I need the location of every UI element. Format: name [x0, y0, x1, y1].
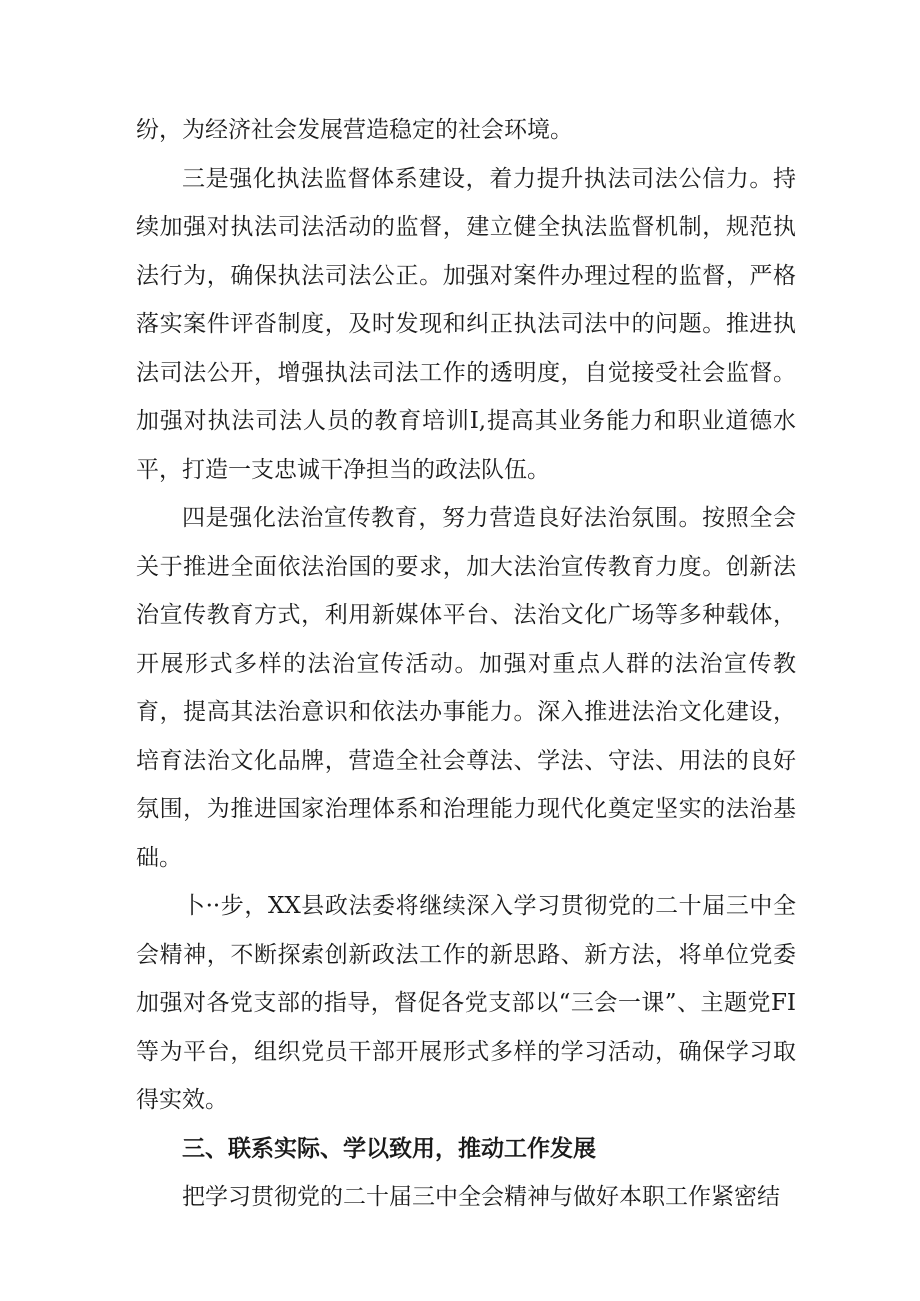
paragraph-law-enforcement-supervision: 三是强化执法监督体系建设，着力提升执法司法公信力。持续加强对执法司法活动的监督，建立健全执法监督机制，规范执法行为，确保执法司法公正。加强对案件办理过程的监督，严格落实案件评沓制度，及时发现和纠正执法司法中的问题。推进执法司法公开，增强执法司法工作的透明度，自觉接受社会监督。加强对执法司法人员的教育培训I,提高其业务能力和职业道德水平，打造一支忠诚干净担当的政法队伍。 [136, 165, 796, 483]
section-heading: 三、联系实际、学以致用，推动工作发展 [182, 1135, 596, 1162]
paragraph-next-steps: 卜··步，XX县政法委将继续深入学习贯彻党的二十届三中全会精神，不断探索创新政法工作的新思路、新方法，将单位党委加强对各党支部的指导，督促各党支部以“三会一课”、主题党FI等为平台，组织党员干部开展形式多样的学习活动，确保学习取得实效。 [136, 893, 796, 1113]
paragraph-continuation: 纷，为经济社会发展营造稳定的社会环境。 [136, 117, 573, 143]
paragraph-final: 把学习贯彻党的二十届三中全会精神与做好本职工作紧密结 [182, 1184, 780, 1210]
paragraph-legal-education: 四是强化法治宣传教育，努力营造良好法治氛围。按照全会关于推进全面依法治国的要求，加大法治宣传教育力度。创新法治宣传教育方式，利用新媒体平台、法治文化广场等多种载体，开展形式多样的法治宣传活动。加强对重点人群的法治宣传教育，提高其法治意识和依法办事能力。深入推进法治文化建设，培育法治文化品牌，营造全社会尊法、学法、守法、用法的良好氛围，为推进国家治理体系和治理能力现代化奠定坚实的法治基础。 [136, 505, 796, 871]
document-body [136, 106, 796, 1222]
